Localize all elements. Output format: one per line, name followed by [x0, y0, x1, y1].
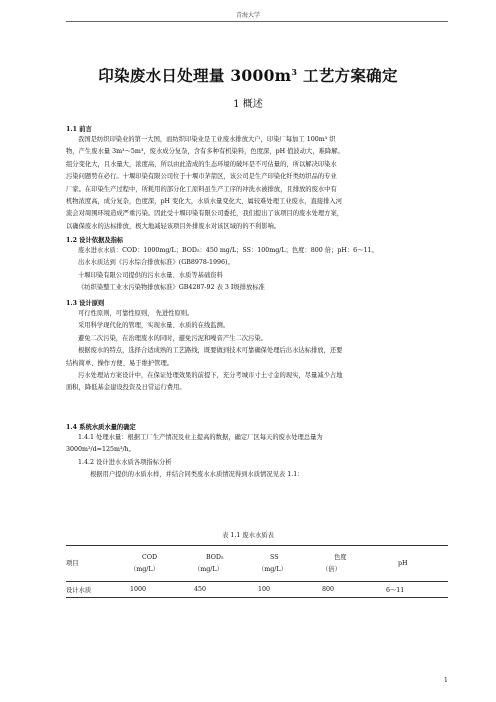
paragraph-line: 根据用户提供的水质水样，并结合同类废水水质情况得到水质情况见表 1.1：: [90, 471, 304, 479]
chapter-heading: 1 概述: [233, 99, 263, 110]
header-rule: [66, 21, 448, 22]
section-1-4-body: [66, 432, 448, 482]
title-rest: 工艺方案确定: [297, 66, 398, 85]
table-caption: 表 1.1 废水水质表: [222, 532, 274, 539]
section-1-1-body: [66, 134, 448, 233]
header-cell: 项目: [66, 546, 130, 582]
list-line: 避免二次污染，在治理废水的同时，避免污泥和噪音产生二次污染。: [78, 334, 267, 342]
header-cell: pH: [386, 546, 448, 582]
title-main: 印染废水日处理量 3000m: [98, 66, 292, 85]
table-header-row: [66, 546, 448, 582]
table-cell: 1000: [130, 582, 194, 598]
list-line: 废水进水水质：COD：1000mg/L；BOD₅：450 mg/L；SS：100mg/L；色度：800 倍；pH：6～11。: [78, 247, 378, 254]
paragraph-line: 1.4.1 处理水量：根据工厂生产情况及业主提高的数据，确定厂区每天的废水处理总量为: [78, 434, 323, 441]
paragraph-line: 我国是纺织印染业的第一大国，而纺织印染业是工业废水排放大户，印染厂每加工 100m³ 织: [78, 136, 336, 143]
section-1-3-body: [66, 308, 448, 395]
paragraph-line: 3000m³/d=125m³/h。: [66, 446, 135, 454]
list-line: 十堰印染有限公司提供的污水水量、水质等基础资料: [78, 271, 223, 279]
section-1-4-heading: 1.4 系统水质水量的确定: [66, 424, 136, 431]
list-line: 采用科学现代化的管理，实现水量、水质的在线监测。: [78, 322, 230, 330]
header-cell: BOD₅ （mg/L）: [194, 546, 258, 582]
table-cell: 设计水质: [66, 582, 130, 598]
paragraph-line: 流会对周围环境造成严重污染。因此受十堰印染有限公司委托，我们提出了该项目的废水处理方案，: [66, 210, 344, 218]
header-cell: COD （mg/L）: [130, 546, 194, 582]
section-1-2-body: [66, 245, 448, 295]
paragraph-line: 物，产生废水量 3m³～5m³，废水成分复杂，含有多种有机染料，色度深，pH 值波动大，难降解。: [66, 148, 344, 156]
table-row: [66, 582, 448, 598]
table-cell: 800: [322, 582, 386, 598]
title-superscript: 3: [291, 66, 298, 77]
list-line: 污水处理站方案设计中，在保证处理效果的前提下，充分考城市寸土寸金的现实，尽量减少占地: [78, 372, 343, 380]
list-line: 出水水质达到《污水综合排放标准》(GB8978-1996)。: [78, 259, 234, 267]
water-quality-table: [66, 545, 448, 598]
section-1-1-heading: 1.1 前言: [66, 126, 92, 133]
paragraph-line: 厂家。在印染生产过程中，所耗用的部分化工原料虽生产工序的冲洗水被排放，且排放的废水中有: [66, 185, 337, 193]
paragraph-line: 机物浓度高，成分复杂，色度深，pH 变化大，水质水量变化大，属较难处理工业废水，直接排入河: [66, 198, 342, 206]
table-cell: 6～11: [386, 582, 448, 598]
paragraph-line: 以确保废水的达标排放，极大地减轻该项目外排废水对该区域的的不利影响。: [66, 222, 281, 230]
paragraph-line: 污染问题势在必行。十堰印染有限公司位于十堰市茅箭区，该公司是生产印染化纤类纺织品的专业: [66, 173, 337, 181]
paragraph-line: 组分变化大，且水量大，浓度高，所以由此造成的生态环境的破坏是不可估量的，所以解决印染水: [66, 160, 337, 168]
header-cell: 色度 （倍）: [322, 546, 386, 582]
page-number: 1: [444, 677, 448, 684]
list-line: 根据废水的特点，选择合适成熟的工艺路线，既要做到技术可靠确保处理后出水达标排放，还要: [78, 347, 343, 355]
section-1-2-heading: 1.2 设计依据及指标: [66, 237, 124, 244]
table-cell: 100: [258, 582, 322, 598]
list-line: 《纺织染整工业水污染物排放标准》GB4287-92 表 3 Ⅰ级排放标准: [78, 284, 265, 292]
header-cell: SS （mg/L）: [258, 546, 322, 582]
section-1-3-heading: 1.3 设计原则: [66, 300, 105, 307]
running-head: 青海大学: [235, 12, 260, 19]
table-cell: 450: [194, 582, 258, 598]
list-line: 可行性原则，可靠性原则， 先进性原则。: [78, 310, 194, 317]
document-title: [0, 64, 496, 86]
list-line: 面积，降低基金建设投资及日常运行费用。: [66, 384, 186, 392]
list-line: 结构简单、操作方便、易于维护管理。: [66, 359, 174, 367]
paragraph-line: 1.4.2 设计进水水质各项指标分析: [78, 458, 172, 466]
